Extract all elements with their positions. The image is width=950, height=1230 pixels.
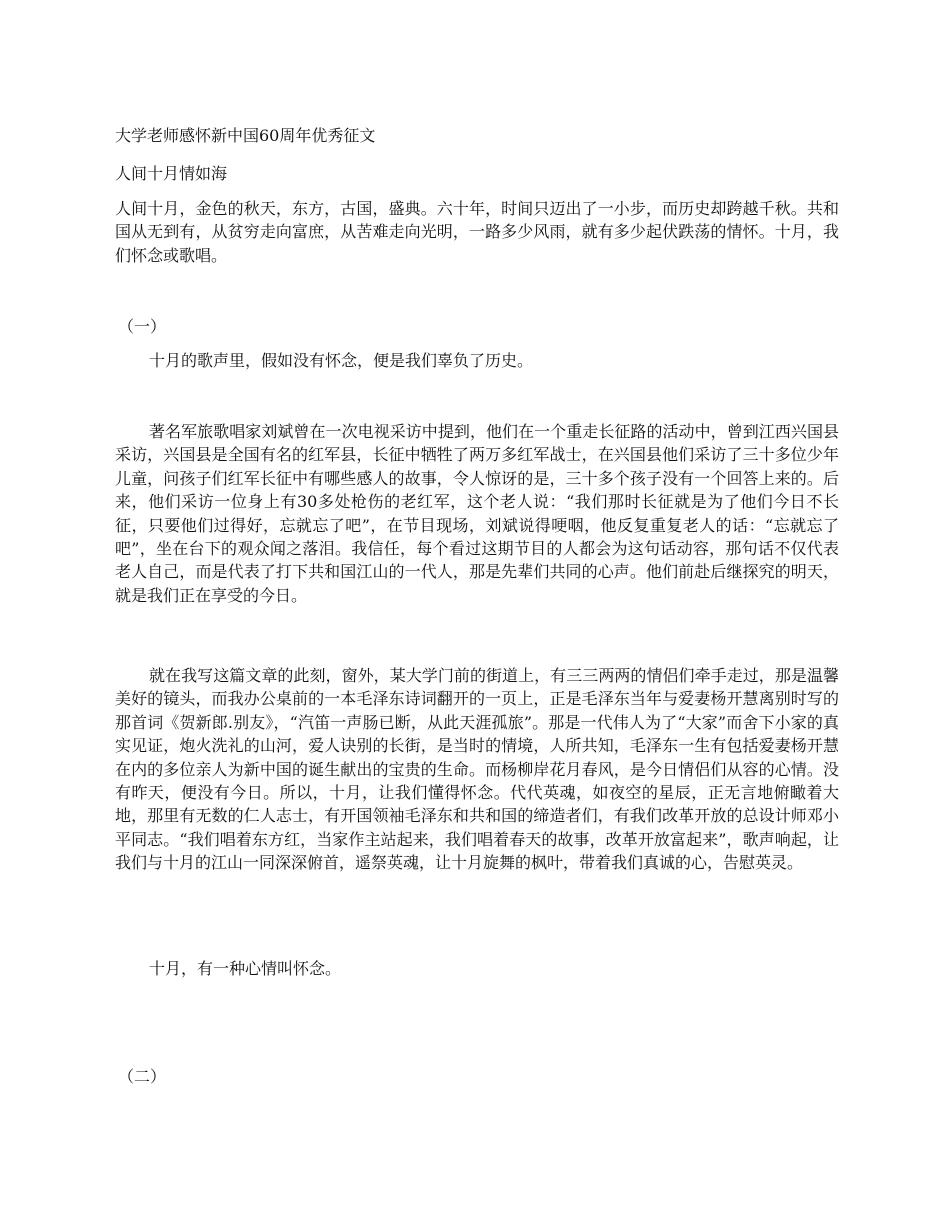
section-1-heading: （一） <box>118 317 167 336</box>
header-title: 大学老师感怀新中国60周年优秀征文 <box>115 126 376 145</box>
section-1-paragraph-1: 著名军旅歌唱家刘斌曾在一次电视采访中提到，他们在一个重走长征路的活动中，曾到江西兴国县采访，兴国县是全国有名的红军县，长征中牺牲了两万多红军战士，在兴国县他们采访了三十多位少年儿童，问孩子们红军长征中有哪些感人的故事，令人惊讶的是，三十多个孩子没有一个回答上来的。后来，他们采访一位身上有30多处枪伤的老红军，这个老人说：“我们那时长征就是为了他们今日不长征，只要他们过得好，忘就忘了吧”，在节目现场，刘斌说得哽咽，他反复重复老人的话：“忘就忘了吧”，坐在台下的观众闻之落泪。我信任，每个看过这期节目的人都会为这句话动容，那句话不仅代表老人自己，而是代表了打下共和国江山的一代人，那是先辈们共同的心声。他们前赴后继探究的明天，就是我们正在享受的今日。 <box>115 422 839 605</box>
section-1-closing: 十月，有一种心情叫怀念。 <box>149 959 342 978</box>
document-page <box>115 0 840 1230</box>
section-2-heading: （二） <box>118 1067 167 1086</box>
section-1-paragraph-2: 就在我写这篇文章的此刻，窗外，某大学门前的街道上，有三三两两的情侣们牵手走过，那是温馨美好的镜头，而我办公桌前的一本毛泽东诗词翻开的一页上，正是毛泽东当年与爱妻杨开慧离别时写的那首词《贺新郎.别友》，“汽笛一声肠已断，从此天涯孤旅”。那是一代伟人为了“大家”而舍下小家的真实见证，炮火洗礼的山河，爱人诀别的长街，是当时的情境，人所共知，毛泽东一生有包括爱妻杨开慧在内的多位亲人为新中国的诞生献出的宝贵的生命。而杨柳岸花月春风，是今日情侣们从容的心情。没有昨天，便没有今日。所以，十月，让我们懂得怀念。代代英魂，如夜空的星辰，正无言地俯瞰着大地，那里有无数的仁人志士，有开国领袖毛泽东和共和国的缔造者们，有我们改革开放的总设计师邓小平同志。“我们唱着东方红，当家作主站起来，我们唱着春天的故事，改革开放富起来”，歌声响起，让我们与十月的江山一同深深俯首，遥祭英魂，让十月旋舞的枫叶，带着我们真诚的心，告慰英灵。 <box>115 666 839 873</box>
section-1-lead: 十月的歌声里，假如没有怀念，便是我们辜负了历史。 <box>149 351 534 370</box>
intro-paragraph: 人间十月，金色的秋天，东方，古国，盛典。六十年，时间只迈出了一小步，而历史却跨越千秋。共和国从无到有，从贫穷走向富庶，从苦难走向光明，一路多少风雨，就有多少起伏跌荡的情怀。十月，我们怀念或歌唱。 <box>115 199 839 265</box>
essay-title: 人间十月情如海 <box>115 164 228 183</box>
